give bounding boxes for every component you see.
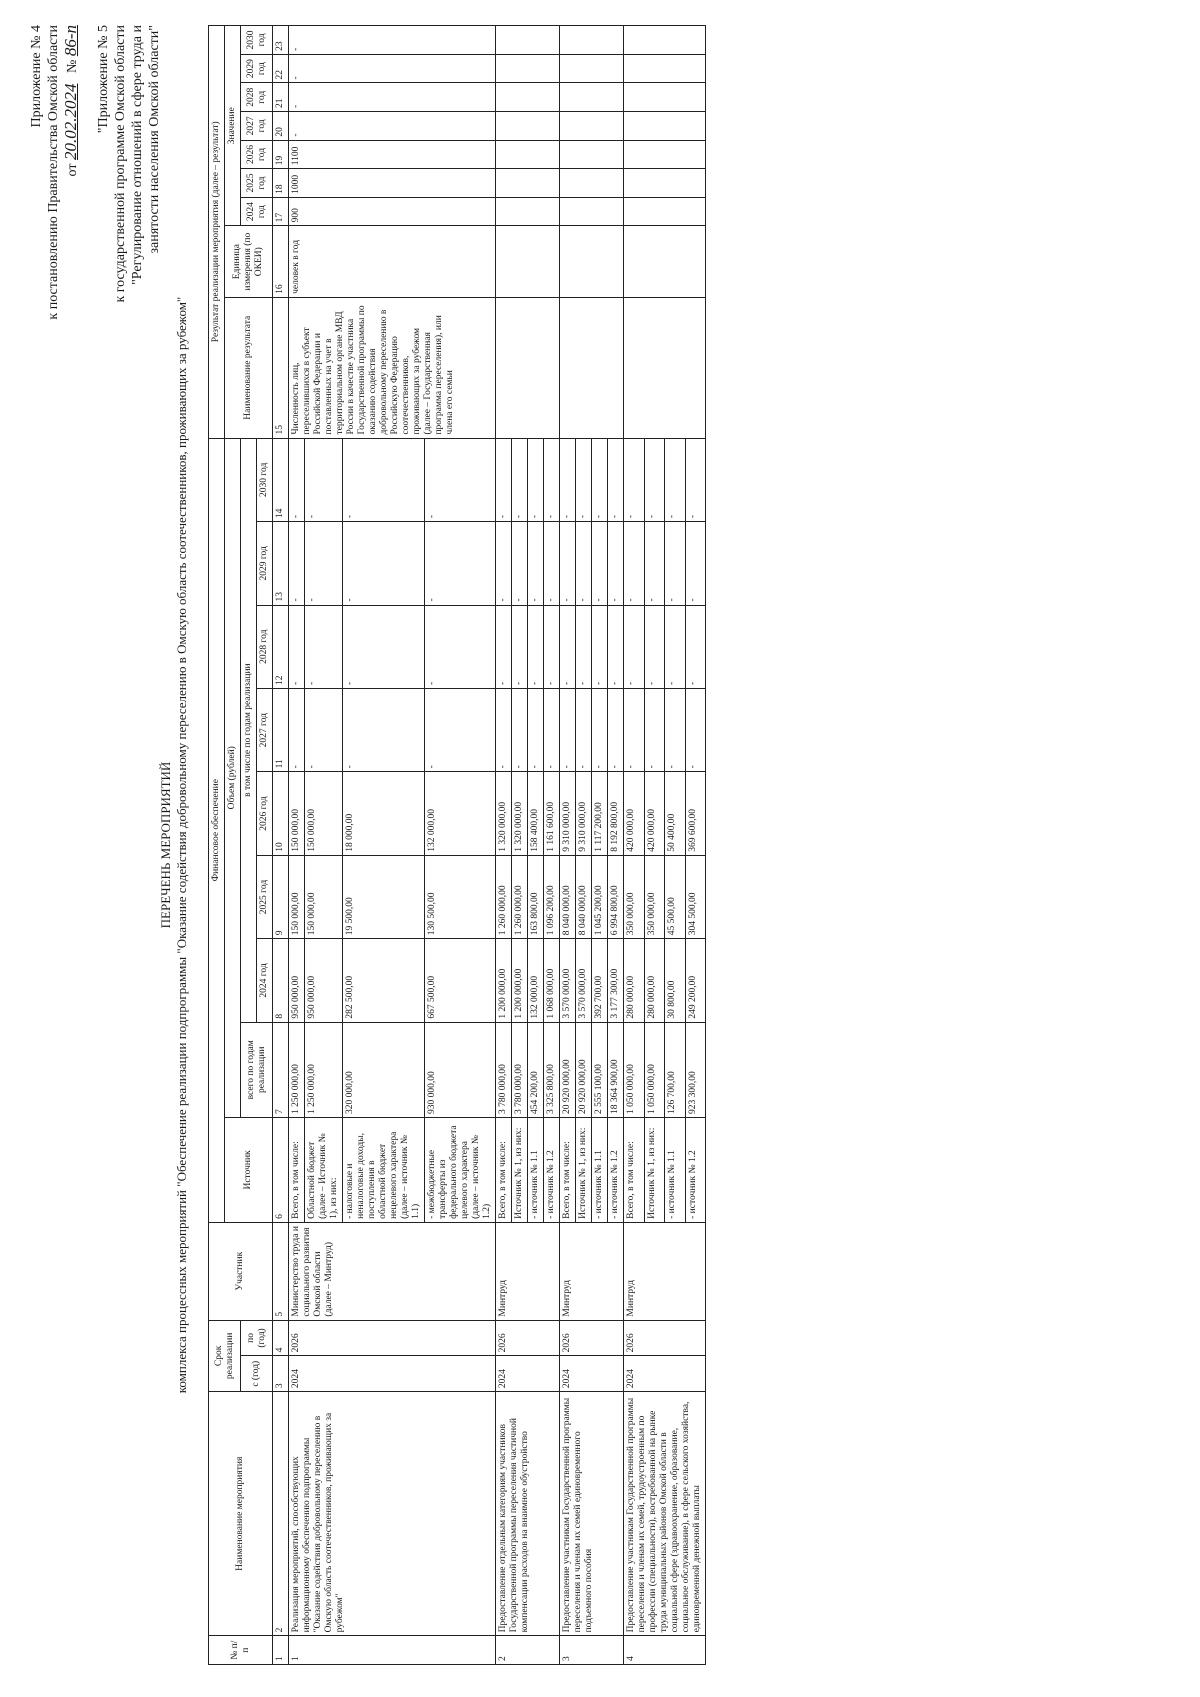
funding-value: - — [644, 438, 665, 522]
funding-value: - — [289, 438, 305, 522]
col-unit: Единица измерения (по ОКЕИ) — [225, 226, 273, 298]
table-row — [560, 26, 576, 1665]
funding-value: - — [685, 438, 706, 522]
col-r2027: 2027 год — [241, 112, 273, 141]
funding-value: 130 500,00 — [425, 855, 496, 938]
result-value — [624, 197, 706, 226]
funding-value: - — [544, 522, 560, 605]
funding-value: - — [305, 522, 343, 605]
funding-value: - — [544, 438, 560, 522]
result-value: - — [289, 26, 496, 55]
period-from: 2024 — [560, 1356, 624, 1392]
funding-value: 454 200,00 — [528, 1022, 544, 1117]
funding-value: - — [576, 438, 592, 522]
funding-value: 1 260 000,00 — [512, 855, 528, 938]
column-number: 5 — [273, 1222, 289, 1320]
funding-value: 280 000,00 — [624, 939, 645, 1022]
funding-source: - источник № 1.2 — [685, 1117, 706, 1222]
result-value: - — [289, 112, 496, 141]
funding-value: 3 177 300,00 — [608, 939, 624, 1022]
col-r2024: 2024 год — [241, 197, 273, 226]
funding-value: 1 068 000,00 — [544, 939, 560, 1022]
funding-value: - — [544, 688, 560, 771]
funding-value: 158 400,00 — [528, 772, 544, 855]
funding-value: 930 000,00 — [425, 1022, 496, 1117]
funding-value: 249 200,00 — [685, 939, 706, 1022]
funding-source: - источник № 1.2 — [544, 1117, 560, 1222]
table-row — [289, 26, 305, 1665]
column-number: 10 — [273, 772, 289, 855]
funding-source: - источник № 1.1 — [592, 1117, 608, 1222]
funding-value: 1 161 600,00 — [544, 772, 560, 855]
funding-value: 2 555 100,00 — [592, 1022, 608, 1117]
participant: Министерство труда и социального развития Омской области (далее – Минтруд) — [289, 1222, 496, 1320]
funding-source: - источник № 1.1 — [665, 1117, 686, 1222]
funding-value: 1 045 200,00 — [592, 855, 608, 938]
appendix5-label: "Приложение № 5 — [96, 25, 111, 134]
funding-value: - — [592, 438, 608, 522]
measures-table — [208, 25, 706, 1665]
funding-value: 126 700,00 — [665, 1022, 686, 1117]
col-y2027: 2027 год — [257, 688, 273, 771]
participant: Минтруд — [560, 1222, 624, 1320]
funding-source: Всего, в том числе: — [560, 1117, 576, 1222]
funding-value: - — [560, 605, 576, 688]
funding-value: - — [512, 688, 528, 771]
result-unit — [496, 226, 560, 298]
funding-value: - — [512, 522, 528, 605]
funding-source: - источник № 1.2 — [608, 1117, 624, 1222]
measure-name: Предоставление отдельным категориям участников Государственной программы переселения частичной компенсации расходов на внаимное обустройство — [496, 1392, 560, 1636]
funding-value: 923 300,00 — [685, 1022, 706, 1117]
col-total: всего по годам реализации — [241, 1022, 273, 1117]
funding-value: - — [496, 438, 512, 522]
funding-value: 350 000,00 — [624, 855, 645, 938]
decree-ref: к постановлению Правительства Омской области — [46, 25, 61, 320]
result-name — [560, 297, 624, 438]
column-number: 11 — [273, 688, 289, 771]
funding-value: - — [665, 688, 686, 771]
column-number: 6 — [273, 1117, 289, 1222]
funding-value: 132 000,00 — [528, 939, 544, 1022]
result-value — [496, 169, 560, 198]
funding-value: 1 250 000,00 — [305, 1022, 343, 1117]
result-name — [496, 297, 560, 438]
funding-value: - — [560, 522, 576, 605]
decree-number: 86-п — [61, 25, 80, 57]
period-from: 2024 — [496, 1356, 560, 1392]
col-period: Срок реализации — [209, 1320, 241, 1392]
result-value — [496, 26, 560, 55]
funding-value: - — [608, 522, 624, 605]
funding-source: Всего, в том числе: — [496, 1117, 512, 1222]
funding-value: 3 570 000,00 — [576, 939, 592, 1022]
period-to: 2026 — [289, 1320, 496, 1356]
result-unit — [624, 226, 706, 298]
col-y2030: 2030 год — [257, 438, 273, 522]
funding-value: - — [496, 688, 512, 771]
funding-value: 8 040 000,00 — [560, 855, 576, 938]
funding-value: - — [512, 438, 528, 522]
funding-value: - — [592, 688, 608, 771]
funding-value: 150 000,00 — [289, 772, 305, 855]
col-volume: Объем (рублей) — [225, 438, 241, 1117]
funding-value: - — [305, 688, 343, 771]
col-r2030: 2030 год — [241, 26, 273, 55]
column-number: 16 — [273, 226, 289, 298]
result-value: 900 — [289, 197, 496, 226]
col-r2029: 2029 год — [241, 54, 273, 83]
funding-value: 1 260 000,00 — [496, 855, 512, 938]
funding-value: - — [644, 522, 665, 605]
program-name-2: занятости населения Омской области" — [147, 25, 162, 254]
funding-value: - — [528, 438, 544, 522]
funding-value: 3 325 800,00 — [544, 1022, 560, 1117]
funding-source: Всего, в том числе: — [289, 1117, 305, 1222]
funding-value: 163 800,00 — [528, 855, 544, 938]
funding-value: - — [512, 605, 528, 688]
result-value — [624, 26, 706, 55]
funding-value: - — [608, 605, 624, 688]
funding-value: - — [425, 522, 496, 605]
col-source: Источник — [225, 1117, 273, 1222]
funding-value: 369 600,00 — [685, 772, 706, 855]
col-y2029: 2029 год — [257, 522, 273, 605]
program-name-1: "Регулирование отношений в сфере труда и — [130, 25, 145, 285]
period-to: 2026 — [496, 1320, 560, 1356]
funding-value: 6 994 800,00 — [608, 855, 624, 938]
funding-value: - — [528, 688, 544, 771]
funding-value: 320 000,00 — [343, 1022, 425, 1117]
funding-value: - — [576, 688, 592, 771]
funding-value: - — [644, 605, 665, 688]
result-value — [624, 83, 706, 112]
funding-value: 150 000,00 — [305, 855, 343, 938]
col-r2025: 2025 год — [241, 169, 273, 198]
funding-value: 132 000,00 — [425, 772, 496, 855]
funding-value: 3 780 000,00 — [496, 1022, 512, 1117]
funding-value: - — [665, 522, 686, 605]
funding-value: 8 192 800,00 — [608, 772, 624, 855]
funding-value: 8 040 000,00 — [576, 855, 592, 938]
column-number: 20 — [273, 112, 289, 141]
funding-value: 18 364 900,00 — [608, 1022, 624, 1117]
column-number: 18 — [273, 169, 289, 198]
funding-value: 950 000,00 — [289, 939, 305, 1022]
funding-value: - — [528, 605, 544, 688]
col-y2026: 2026 год — [257, 772, 273, 855]
funding-value: - — [305, 438, 343, 522]
funding-value: - — [289, 522, 305, 605]
funding-value: - — [608, 438, 624, 522]
result-value — [624, 169, 706, 198]
funding-value: - — [685, 522, 706, 605]
column-number: 22 — [273, 54, 289, 83]
column-numbers-row — [273, 26, 289, 1665]
funding-value: 9 310 000,00 — [576, 772, 592, 855]
funding-value: - — [644, 688, 665, 771]
funding-value: - — [560, 438, 576, 522]
result-value — [496, 197, 560, 226]
funding-value: 150 000,00 — [305, 772, 343, 855]
column-number: 7 — [273, 1022, 289, 1117]
measure-name: Реализация мероприятий, способствующих информационному обеспечению подпрограммы "Оказание содействия добровольному переселению в Омскую область соотечественников, проживающих за рубежом" — [289, 1392, 496, 1636]
col-y2028: 2028 год — [257, 605, 273, 688]
col-y2025: 2025 год — [257, 855, 273, 938]
funding-value: - — [665, 438, 686, 522]
col-r2026: 2026 год — [241, 140, 273, 169]
funding-value: 20 920 000,00 — [576, 1022, 592, 1117]
funding-value: 45 500,00 — [665, 855, 686, 938]
title-line2: комплекса процессных мероприятий "Обеспечение реализации подпрограммы "Оказание содействия добровольному переселению в Омскую область соотечественников, проживающих за рубежом" — [174, 296, 189, 1394]
decree-date-line: от 20.02.2024 № 86-п — [61, 25, 80, 177]
funding-value: - — [425, 688, 496, 771]
result-value — [496, 54, 560, 83]
participant: Минтруд — [496, 1222, 560, 1320]
result-value — [624, 140, 706, 169]
funding-value: - — [343, 438, 425, 522]
column-number: 17 — [273, 197, 289, 226]
funding-value: - — [425, 438, 496, 522]
result-value — [560, 169, 624, 198]
funding-value: 30 800,00 — [665, 939, 686, 1022]
funding-value: 1 096 200,00 — [544, 855, 560, 938]
funding-source: Источник № 1, из них: — [576, 1117, 592, 1222]
funding-value: - — [624, 522, 645, 605]
funding-value: 1 250 000,00 — [289, 1022, 305, 1117]
funding-value: - — [544, 605, 560, 688]
funding-value: 1 200 000,00 — [512, 939, 528, 1022]
col-y2024: 2024 год — [257, 939, 273, 1022]
funding-value: - — [624, 688, 645, 771]
row-number: 4 — [624, 1636, 706, 1665]
funding-value: - — [496, 522, 512, 605]
col-to: по (год) — [241, 1320, 273, 1356]
funding-value: 19 500,00 — [343, 855, 425, 938]
column-number: 19 — [273, 140, 289, 169]
funding-value: 1 320 000,00 — [496, 772, 512, 855]
funding-value: - — [289, 605, 305, 688]
col-value: Значение — [225, 26, 241, 226]
result-value — [560, 197, 624, 226]
table-row — [624, 26, 645, 1665]
funding-value: 3 570 000,00 — [560, 939, 576, 1022]
funding-value: 1 200 000,00 — [496, 939, 512, 1022]
funding-value: - — [425, 605, 496, 688]
funding-value: 50 400,00 — [665, 772, 686, 855]
column-number: 2 — [273, 1392, 289, 1636]
participant: Минтруд — [624, 1222, 706, 1320]
period-from: 2024 — [624, 1356, 706, 1392]
funding-value: - — [343, 605, 425, 688]
col-n: № п/п — [209, 1636, 273, 1665]
title-line1: ПЕРЕЧЕНЬ МЕРОПРИЯТИЙ — [158, 761, 173, 929]
funding-source: - межбюджетные трансферты из федерального бюджета целевого характера (далее – источник № 1.2) — [425, 1117, 496, 1222]
result-value: - — [289, 54, 496, 83]
result-value — [560, 83, 624, 112]
result-value — [624, 112, 706, 141]
funding-source: Областной бюджет (далее – Источник № 1), из них: — [305, 1117, 343, 1222]
funding-value: - — [576, 605, 592, 688]
column-number: 21 — [273, 83, 289, 112]
column-number: 13 — [273, 522, 289, 605]
column-number: 14 — [273, 438, 289, 522]
result-value: - — [289, 83, 496, 112]
funding-value: - — [289, 688, 305, 771]
document-title — [158, 25, 190, 1665]
column-number: 12 — [273, 605, 289, 688]
funding-source: - налоговые и неналоговые доходы, поступления в областной бюджет нецелевого характера (далее – источник № 1.1) — [343, 1117, 425, 1222]
period-to: 2026 — [560, 1320, 624, 1356]
col-by-years: в том числе по годам реализации — [241, 438, 257, 1022]
funding-value: 1 320 000,00 — [512, 772, 528, 855]
funding-value: - — [685, 688, 706, 771]
result-value — [560, 54, 624, 83]
row-number: 3 — [560, 1636, 624, 1665]
result-value — [560, 112, 624, 141]
funding-value: 350 000,00 — [644, 855, 665, 938]
funding-value: - — [624, 605, 645, 688]
funding-value: - — [528, 522, 544, 605]
result-value: 1100 — [289, 140, 496, 169]
col-from: с (год) — [241, 1356, 273, 1392]
funding-value: 1 050 000,00 — [644, 1022, 665, 1117]
col-result-name: Наименование результата — [225, 297, 273, 438]
result-value — [624, 54, 706, 83]
column-number: 3 — [273, 1356, 289, 1392]
funding-value: 282 500,00 — [343, 939, 425, 1022]
row-number: 2 — [496, 1636, 560, 1665]
measure-name: Предоставление участникам Государственной программы переселения и членам их семей, трудоустроенным по профессии (специальности), востребованной на рынке труда муниципальных районов Омской области в социальной сфере (здравоохранение, образование, социальное обслуживание), в сфере сельского хозяйства, единовременной денежной выплаты — [624, 1392, 706, 1636]
funding-value: 20 920 000,00 — [560, 1022, 576, 1117]
funding-value: - — [592, 522, 608, 605]
funding-value: - — [592, 605, 608, 688]
funding-value: 280 000,00 — [644, 939, 665, 1022]
col-finance: Финансовое обеспечение — [209, 438, 225, 1222]
col-result-block: Результат реализации мероприятия (далее – результат) — [209, 26, 225, 439]
table-row — [496, 26, 512, 1665]
col-name: Наименование мероприятия — [209, 1392, 273, 1636]
column-number: 23 — [273, 26, 289, 55]
funding-value: 18 000,00 — [343, 772, 425, 855]
funding-value: 3 780 000,00 — [512, 1022, 528, 1117]
result-value — [496, 112, 560, 141]
funding-source: Всего, в том числе: — [624, 1117, 645, 1222]
document-page — [28, 25, 1178, 1665]
result-unit — [560, 226, 624, 298]
appendix-header — [28, 25, 163, 320]
funding-value: 420 000,00 — [644, 772, 665, 855]
column-number: 4 — [273, 1320, 289, 1356]
funding-value: - — [608, 688, 624, 771]
column-number: 15 — [273, 297, 289, 438]
result-unit: человек в год — [289, 226, 496, 298]
funding-value: - — [305, 605, 343, 688]
funding-value: 392 700,00 — [592, 939, 608, 1022]
funding-value: - — [560, 688, 576, 771]
column-number: 9 — [273, 855, 289, 938]
period-to: 2026 — [624, 1320, 706, 1356]
funding-source: Источник № 1, из них: — [512, 1117, 528, 1222]
result-value — [496, 140, 560, 169]
funding-value: - — [576, 522, 592, 605]
funding-source: Источник № 1, из них: — [644, 1117, 665, 1222]
result-value — [560, 140, 624, 169]
funding-value: 1 050 000,00 — [624, 1022, 645, 1117]
funding-value: - — [685, 605, 706, 688]
column-number: 8 — [273, 939, 289, 1022]
funding-source: - источник № 1.1 — [528, 1117, 544, 1222]
funding-value: - — [343, 688, 425, 771]
funding-value: 420 000,00 — [624, 772, 645, 855]
column-number: 1 — [273, 1636, 289, 1665]
funding-value: 667 500,00 — [425, 939, 496, 1022]
result-value — [560, 26, 624, 55]
decree-date: 20.02.2024 — [61, 83, 80, 161]
period-from: 2024 — [289, 1356, 496, 1392]
funding-value: 150 000,00 — [289, 855, 305, 938]
appendix4-label: Приложение № 4 — [29, 25, 44, 128]
result-name — [624, 297, 706, 438]
col-participant: Участник — [209, 1222, 273, 1320]
funding-value: 1 117 200,00 — [592, 772, 608, 855]
measure-name: Предоставление участникам Государственной программы переселения и членам их семей единовременного подъемного пособия — [560, 1392, 624, 1636]
result-value: 1000 — [289, 169, 496, 198]
funding-value: 304 500,00 — [685, 855, 706, 938]
col-r2028: 2028 год — [241, 83, 273, 112]
result-value — [496, 83, 560, 112]
funding-value: - — [665, 605, 686, 688]
funding-value: - — [343, 522, 425, 605]
funding-value: - — [496, 605, 512, 688]
program-ref: к государственной программе Омской области — [113, 25, 128, 303]
funding-value: 9 310 000,00 — [560, 772, 576, 855]
funding-value: 950 000,00 — [305, 939, 343, 1022]
funding-value: - — [624, 438, 645, 522]
row-number: 1 — [289, 1636, 496, 1665]
result-name: Численность лиц, переселившихся в субъект Российской Федерации и поставленных на учет в территориальном органе МВД России в качестве участника Государственной программы по оказанию содействия добровольному переселению в Российскую Федерацию соотечественников, проживающих за рубежом (далее – Государственная программа переселения), или члена его семьи — [289, 297, 496, 438]
